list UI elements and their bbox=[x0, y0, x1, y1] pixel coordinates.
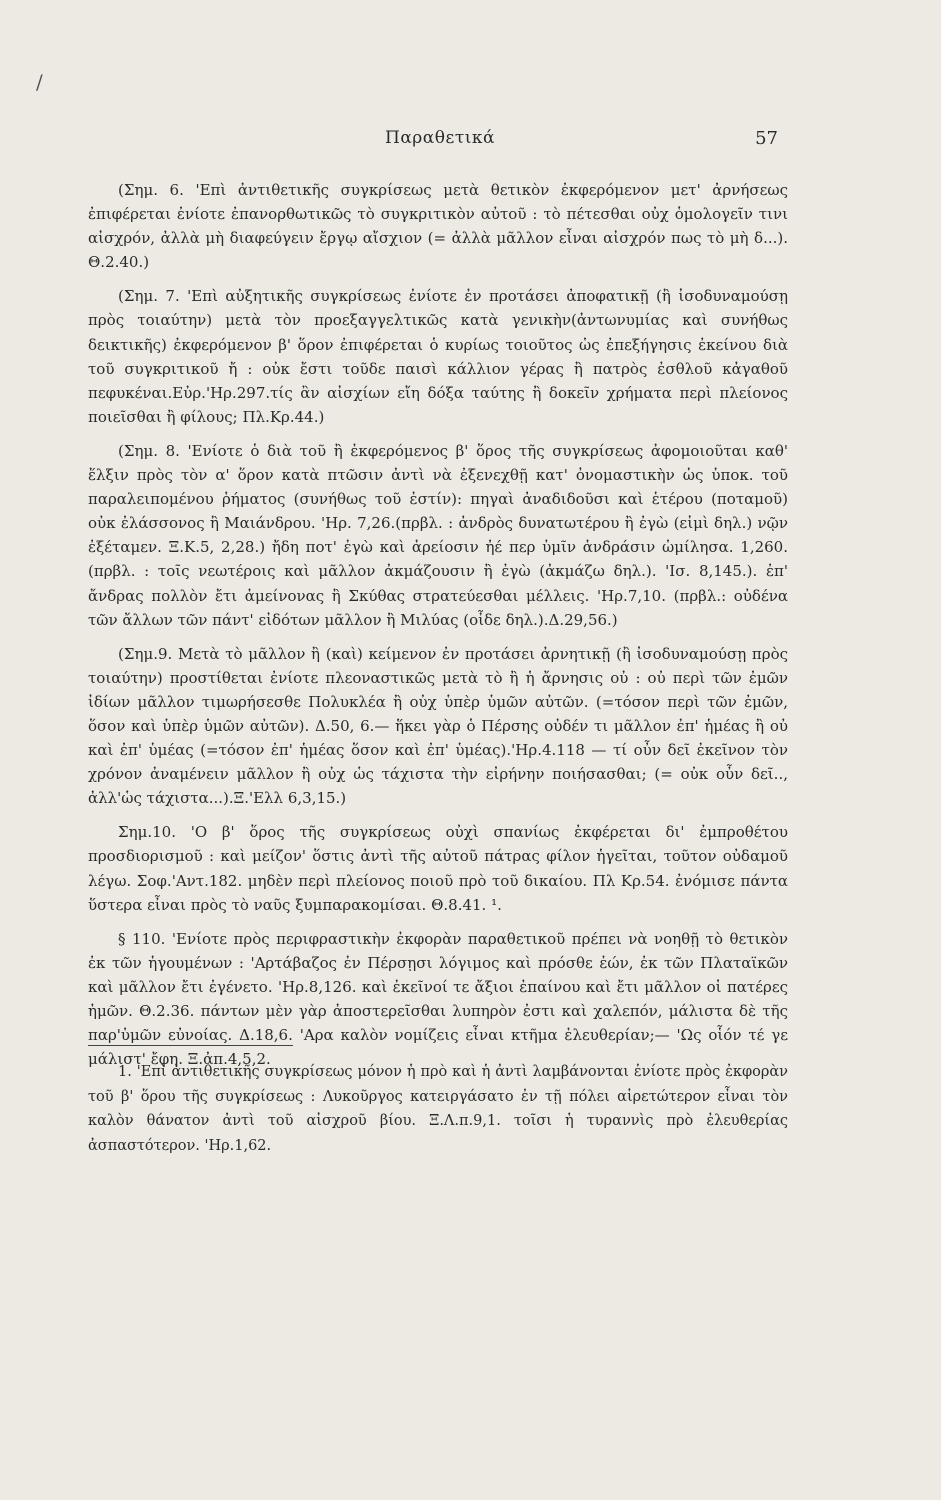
margin-mark: / bbox=[36, 70, 43, 94]
paragraph-note-8: (Σημ. 8. 'Ενίοτε ὁ διὰ τοῦ ἢ ἐκφερόμενος β' ὅρος τῆς συγκρίσεως ἀφομοιοῦται καθ' ἕλξιν πρὸς τὸν α' ὅρον κατὰ πτῶσιν ἀντὶ νὰ ἐξενεχθῇ κατ' ὀνομαστικὴν ὡς ὑποκ. τοῦ παραλειπομένου ῥήματος (συνήθως τοῦ ἐστίν): πηγαὶ ἀναδιδοῦσι καὶ ἑτέρου (ποταμοῦ) οὐκ ἐλάσσονος ἢ Μαιάνδρου. 'Ηρ. 7,26.(πρβλ. : ἀνδρὸς δυνατωτέρου ἢ ἐγὼ (εἰμὶ δηλ.) νῷν ἐξέταμεν. Ξ.Κ.5, 2,28.) ἤδη ποτ' ἐγὼ καὶ ἀρείοσιν ἠέ περ ὑμῖν ἀνδράσιν ὡμίλησα. 1,260. (πρβλ. : τοῖς νεωτέροις καὶ μᾶλλον ἀκμάζουσιν ἢ ἐγὼ (ἀκμάζω δηλ.). 'Ισ. 8,145.). ἐπ' ἄνδρας πολλὸν ἔτι ἀμείνονας ἢ Σκύθας στρατεύεσθαι μέλλεις. 'Ηρ.7,10. (πρβλ.: οὐδένα τῶν ἄλλων τῶν πάντ' εἰδότων μᾶλλον ἢ Μιλύας (οἶδε δηλ.).Δ.29,56.) bbox=[88, 441, 788, 629]
paragraph-note-7: (Σημ. 7. 'Επὶ αὐξητικῆς συγκρίσεως ἐνίοτε ἐν προτάσει ἀποφατικῇ (ἢ ἰσοδυναμούσῃ πρὸς τοιαύτην) μετὰ τὸν προεξαγγελτικῶς κατὰ γενικὴν(ἀντωνυμίας καὶ συνήθως δεικτικῆς) ἐκφερόμενον β' ὅρον ἐπιφέρεται ὁ κυρίως τοιοῦτος ὡς ἐπεξήγησις ἐκείνου διὰ τοῦ συγκριτικοῦ ἤ : οὐκ ἔστι τοῦδε παισὶ κάλλιον γέρας ἢ πατρὸς ἐσθλοῦ κἀγαθοῦ πεφυκέναι.Εὐρ.'Ηρ.297.τίς ἂν αἰσχίων εἴη δόξα ταύτης ἢ δοκεῖν χρήματα περὶ πλείονος ποιεῖσθαι ἢ φίλους; Πλ.Κρ.44.) bbox=[88, 287, 788, 426]
footnote-rule bbox=[88, 1045, 293, 1046]
paragraph-note-9: (Σημ.9. Μετὰ τὸ μᾶλλον ἢ (καὶ) κείμενον ἐν προτάσει ἀρνητικῇ (ἢ ἰσοδυναμούσῃ πρὸς τοιαύτην) προστίθεται ἐνίοτε πλεοναστικῶς μετὰ τὸ ἢ ἡ ἄρνησις οὐ : οὐ περὶ τῶν ἐμῶν ἰδίων μᾶλλον τιμωρήσεσθε Πολυκλέα ἢ οὐχ ὑπὲρ ὑμῶν αὐτῶν. (=τόσον περὶ τῶν ἐμῶν, ὅσον καὶ ὑπὲρ ὑμῶν αὐτῶν). Δ.50, 6.— ἥκει γὰρ ὁ Πέρσης οὐδέν τι μᾶλλον ἐπ' ἡμέας ἢ οὐ καὶ ἐπ' ὑμέας (=τόσον ἐπ' ἡμέας ὅσον καὶ ἐπ' ὑμέας).'Ηρ.4.118 — τί οὖν δεῖ ἐκεῖνον τὸν χρόνον ἀναμένειν μᾶλλον ἢ οὐχ ὡς τάχιστα τὴν εἰρήνην ποιήσασθαι; (= οὐκ οὖν δεῖ.., ἀλλ'ὡς τάχιστα...).Ξ.'Ελλ 6,3,15.) bbox=[88, 644, 788, 808]
paragraph-note-6: (Σημ. 6. 'Επὶ ἀντιθετικῆς συγκρίσεως μετὰ θετικὸν ἐκφερόμενον μετ' ἀρνήσεως ἐπιφέρεται ἐνίοτε ἐπανορθωτικῶς τὸ συγκριτικὸν αὐτοῦ : τὸ πέτεσθαι οὐχ ὁμολογεῖν τινι αἰσχρόν, ἀλλὰ μὴ διαφεύγειν ἔργῳ αἴσχιον (= ἀλλὰ μᾶλλον εἶναι αἰσχρόν πως τὸ μὴ δ...). Θ.2.40.) bbox=[88, 181, 788, 272]
page-number: 57 bbox=[755, 128, 778, 149]
page-body bbox=[88, 178, 788, 1081]
footnote: 1. 'Επὶ ἀντιθετικῆς συγκρίσεως μόνον ἡ πρὸ καὶ ἡ ἀντὶ λαμβάνονται ἐνίοτε πρὸς ἐκφορὰν τοῦ β' ὅρου τῆς συγκρίσεως : Λυκοῦργος κατειργάσατο ἐν τῇ πόλει αἱρετώτερον εἶναι τὸν καλὸν θάνατον ἀντὶ τοῦ αἰσχροῦ βίου. Ξ.Λ.π.9,1. τοῖσι ἡ τυραννὶς πρὸ ἐλευθερίας ἀσπαστότερον. 'Ηρ.1,62. bbox=[88, 1064, 788, 1154]
running-title: Παραθετικά bbox=[385, 128, 495, 148]
paragraph-section-110: § 110. 'Ενίοτε πρὸς περιφραστικὴν ἐκφορὰν παραθετικοῦ πρέπει νὰ νοηθῇ τὸ θετικὸν ἐκ τῶν ἡγουμένων : 'Αρτάβαζος ἐν Πέρσῃσι λόγιμος καὶ πρόσθε ἐών, ἐκ τῶν Πλαταϊκῶν καὶ μᾶλλον ἔτι ἐγένετο. 'Ηρ.8,126. καὶ ἐκεῖνοί τε ἄξιοι ἐπαίνου καὶ ἔτι μᾶλλον οἱ πατέρες ἡμῶν. Θ.2.36. πάντων μὲν γὰρ ἀποστερεῖσθαι λυπηρὸν ἐστι καὶ χαλεπόν, μάλιστα δὲ τῆς παρ'ὑμῶν εὐνοίας. Δ.18,6. 'Αρα καλὸν νομίζεις εἶναι κτῆμα ἐλευθερίαν;— 'Ως οἷόν τέ γε μάλιστ' ἔφη. Ξ.ἀπ.4,5,2. bbox=[88, 929, 788, 1069]
page-header bbox=[90, 128, 790, 158]
paragraph-note-10: Σημ.10. 'Ο β' ὅρος τῆς συγκρίσεως οὐχὶ σπανίως ἐκφέρεται δι' ἐμπροθέτου προσδιορισμοῦ : καὶ μείζον' ὅστις ἀντὶ τῆς αὐτοῦ πάτρας φίλον ἡγεῖται, τοῦτον οὐδαμοῦ λέγω. Σοφ.'Αντ.182. μηδὲν περὶ πλείονος ποιοῦ πρὸ τοῦ δικαίου. Πλ Κρ.54. ἐνόμισε πάντα ὕστερα εἶναι πρὸς τὸ ναῦς ξυμπαρακομίσαι. Θ.8.41. ¹. bbox=[88, 823, 788, 914]
